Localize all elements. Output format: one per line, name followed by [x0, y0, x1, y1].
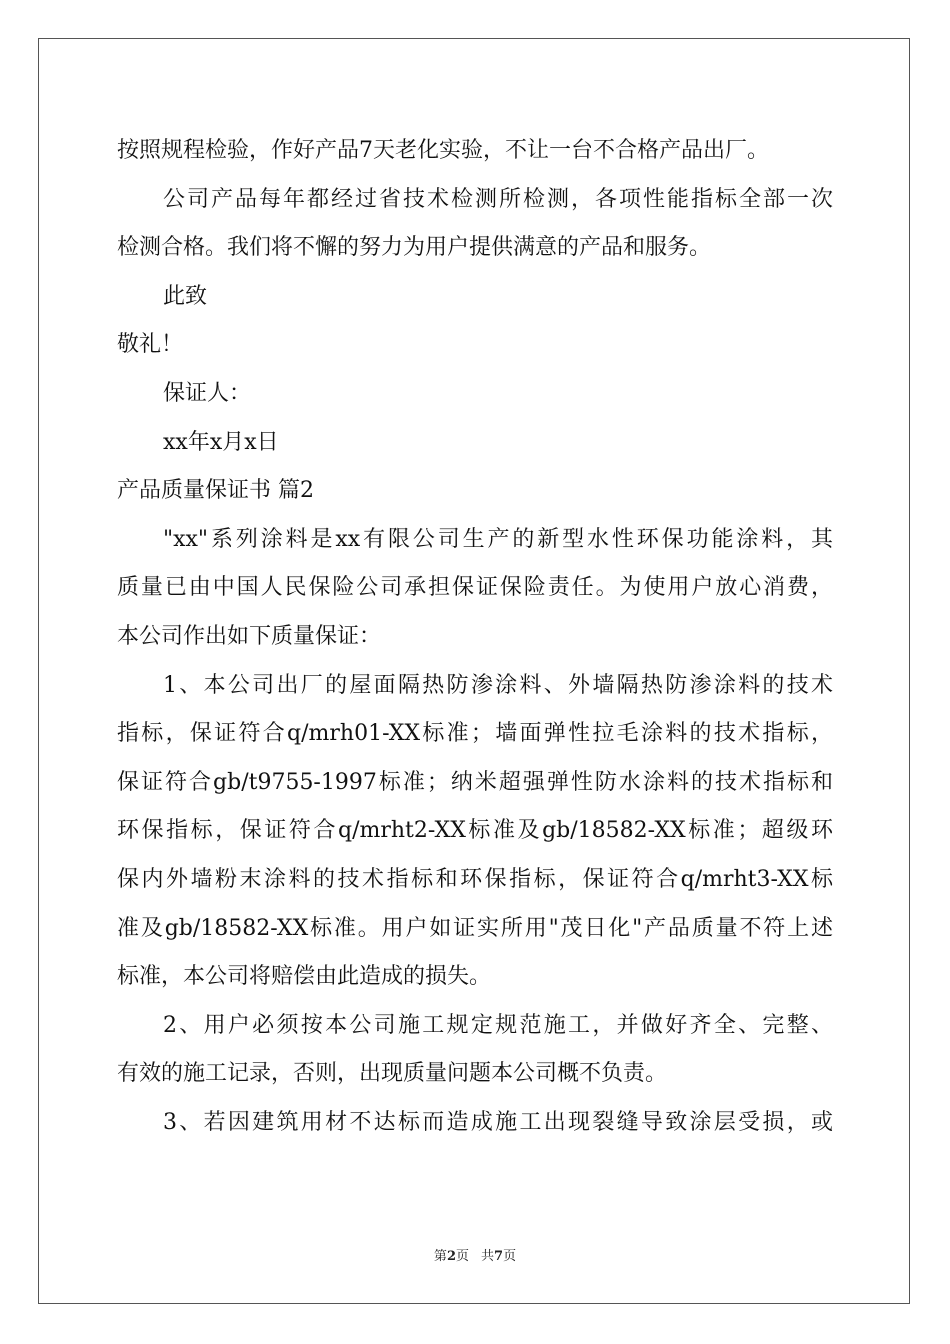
text-line-14: 保证符合gb/t9755-1997标准；纳米超强弹性防水涂料的技术指标和 [117, 769, 833, 795]
guarantor-line: 保证人： [163, 380, 252, 406]
total-suffix: 页 [503, 1249, 517, 1264]
page-footer [0, 1248, 950, 1266]
text-line-15: 环保指标，保证符合q/mrht2-XX标准及gb/18582-XX标准；超级环 [117, 818, 833, 844]
section-heading: 产品质量保证书 篇2 [117, 478, 314, 504]
document-body [117, 127, 833, 1147]
text-line-20: 有效的施工记录，否则，出现质量问题本公司概不负责。 [117, 1061, 668, 1087]
text-line-11: 本公司作出如下质量保证： [117, 623, 382, 649]
text-line-17: 准及gb/18582-XX标准。用户如证实所用"茂日化"产品质量不符上述 [117, 915, 833, 941]
closing-line: 敬礼！ [117, 332, 184, 358]
text-line-2: 公司产品每年都经过省技术检测所检测，各项性能指标全部一次 [163, 186, 833, 212]
total-prefix: 共 [481, 1249, 495, 1264]
page-suffix: 页 [455, 1249, 469, 1264]
date-line: xx年x月x日 [163, 429, 279, 455]
text-line-10: 质量已由中国人民保险公司承担保证保险责任。为使用户放心消费， [117, 575, 833, 601]
salutation-line: 此致 [163, 283, 208, 309]
text-line-12: 1、本公司出厂的屋面隔热防渗涂料、外墙隔热防渗涂料的技术 [163, 672, 833, 698]
text-line-9: "xx"系列涂料是xx有限公司生产的新型水性环保功能涂料，其 [163, 526, 833, 552]
text-line-1: 按照规程检验，作好产品7天老化实验，不让一台不合格产品出厂。 [117, 138, 769, 163]
text-line-13: 指标，保证符合q/mrh01-XX标准；墙面弹性拉毛涂料的技术指标， [117, 721, 833, 747]
page-current: 2 [446, 1249, 456, 1264]
page-total: 7 [494, 1249, 504, 1264]
text-line-16: 保内外墙粉末涂料的技术指标和环保指标，保证符合q/mrht3-XX标 [117, 866, 833, 892]
text-line-21: 3、若因建筑用材不达标而造成施工出现裂缝导致涂层受损，或 [163, 1109, 833, 1135]
text-line-3: 检测合格。我们将不懈的努力为用户提供满意的产品和服务。 [117, 235, 712, 261]
text-line-19: 2、用户必须按本公司施工规定规范施工，并做好齐全、完整、 [163, 1012, 833, 1038]
text-line-18: 标准，本公司将赔偿由此造成的损失。 [117, 964, 492, 990]
page-prefix: 第 [433, 1249, 447, 1264]
